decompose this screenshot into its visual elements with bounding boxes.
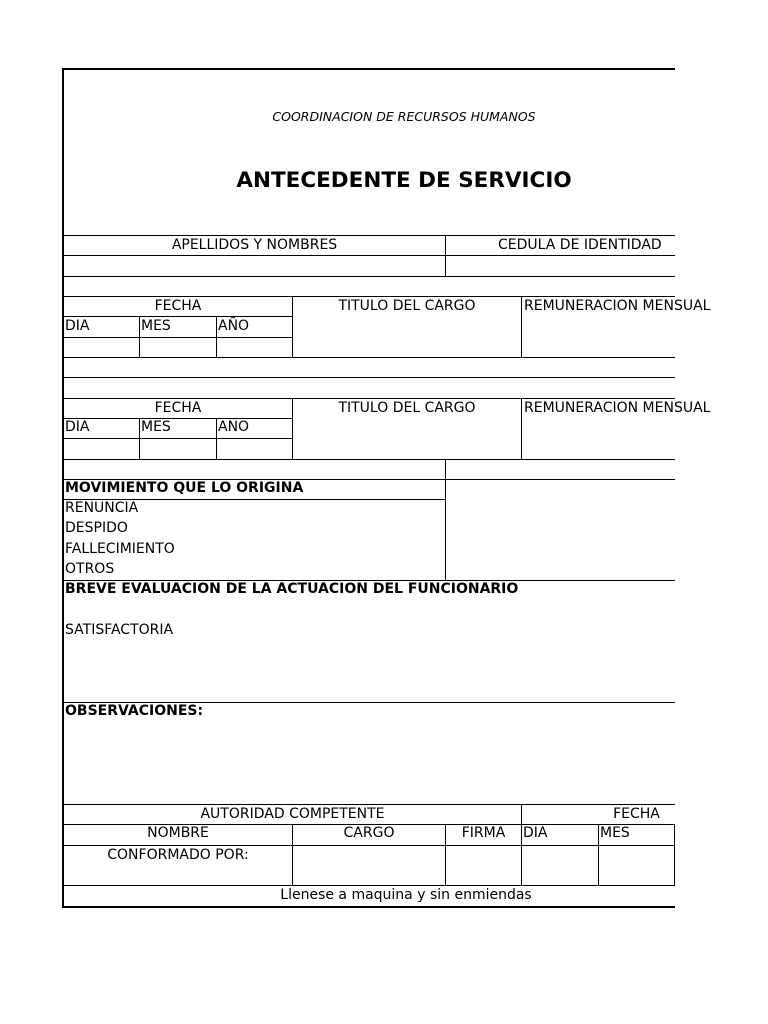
- grid-line: [674, 824, 675, 885]
- evaluacion-value[interactable]: SATISFACTORIA: [65, 622, 174, 638]
- anio-field-2[interactable]: [217, 439, 292, 459]
- anio-field-1[interactable]: [217, 338, 292, 357]
- remuneracion-header-1: REMUNERACION MENSUAL: [524, 298, 711, 314]
- remuneracion-field-2[interactable]: [522, 419, 675, 459]
- movimiento-option[interactable]: DESPIDO: [65, 520, 128, 536]
- observaciones-header: OBSERVACIONES:: [65, 703, 204, 719]
- dia-label-1: DIA: [65, 318, 90, 334]
- autoridad-fecha-header: FECHA: [613, 806, 660, 822]
- remuneracion-field-1[interactable]: [522, 317, 675, 357]
- mes-label-2: MES: [141, 419, 171, 435]
- evaluacion-header: BREVE EVALUACION DE LA ACTUACION DEL FUNCIONARIO: [65, 581, 519, 597]
- autoridad-mes-field[interactable]: [599, 846, 674, 885]
- frame-bottom-border: [62, 906, 675, 908]
- anio-label-2: AÑO: [218, 419, 250, 435]
- autoridad-dia-field[interactable]: [522, 846, 598, 885]
- anio-label-1: AÑO: [218, 318, 250, 334]
- grid-line: [64, 377, 675, 378]
- cargo-field[interactable]: [293, 846, 445, 885]
- fecha-header-1: FECHA: [154, 298, 202, 314]
- dia-field-1[interactable]: [64, 338, 139, 357]
- conformado-por-label: CONFORMADO POR:: [107, 847, 249, 863]
- mes-field-1[interactable]: [140, 338, 216, 357]
- movimiento-option[interactable]: RENUNCIA: [65, 500, 139, 516]
- remuneracion-header-2: REMUNERACION MENSUAL: [524, 400, 711, 416]
- grid-line: [64, 357, 675, 358]
- department-label: COORDINACION DE RECURSOS HUMANOS: [272, 109, 536, 124]
- nombre-header: NOMBRE: [147, 825, 209, 841]
- firma-field[interactable]: [446, 846, 521, 885]
- movimiento-option[interactable]: FALLECIMIENTO: [65, 541, 175, 557]
- grid-line: [445, 459, 446, 580]
- titulo-cargo-field-1[interactable]: [293, 317, 521, 357]
- firma-header: FIRMA: [461, 825, 506, 841]
- titulo-cargo-header-2: TITULO DEL CARGO: [338, 400, 476, 416]
- observaciones-field[interactable]: [65, 722, 675, 802]
- grid-line: [64, 459, 675, 460]
- autoridad-header: AUTORIDAD COMPETENTE: [200, 806, 385, 822]
- mes-label-1: MES: [141, 318, 171, 334]
- id-header: CEDULA DE IDENTIDAD: [498, 237, 662, 253]
- id-field[interactable]: [446, 256, 675, 276]
- autoridad-dia-label: DIA: [523, 825, 548, 841]
- titulo-cargo-field-2[interactable]: [293, 419, 521, 459]
- fecha-header-2: FECHA: [154, 400, 202, 416]
- dia-label-2: DIA: [65, 419, 90, 435]
- names-header: APELLIDOS Y NOMBRES: [171, 237, 338, 253]
- movimiento-header: MOVIMIENTO QUE LO ORIGINA: [65, 480, 304, 496]
- dia-field-2[interactable]: [64, 439, 139, 459]
- names-field[interactable]: [64, 256, 445, 276]
- mes-field-2[interactable]: [140, 439, 216, 459]
- frame-top-border: [62, 68, 675, 70]
- movimiento-option[interactable]: OTROS: [65, 561, 115, 577]
- footer-note: Llenese a maquina y sin enmiendas: [280, 887, 532, 903]
- form-title: ANTECEDENTE DE SERVICIO: [236, 168, 572, 193]
- grid-line: [64, 276, 675, 277]
- cargo-header: CARGO: [343, 825, 395, 841]
- autoridad-mes-label: MES: [600, 825, 630, 841]
- titulo-cargo-header-1: TITULO DEL CARGO: [338, 298, 476, 314]
